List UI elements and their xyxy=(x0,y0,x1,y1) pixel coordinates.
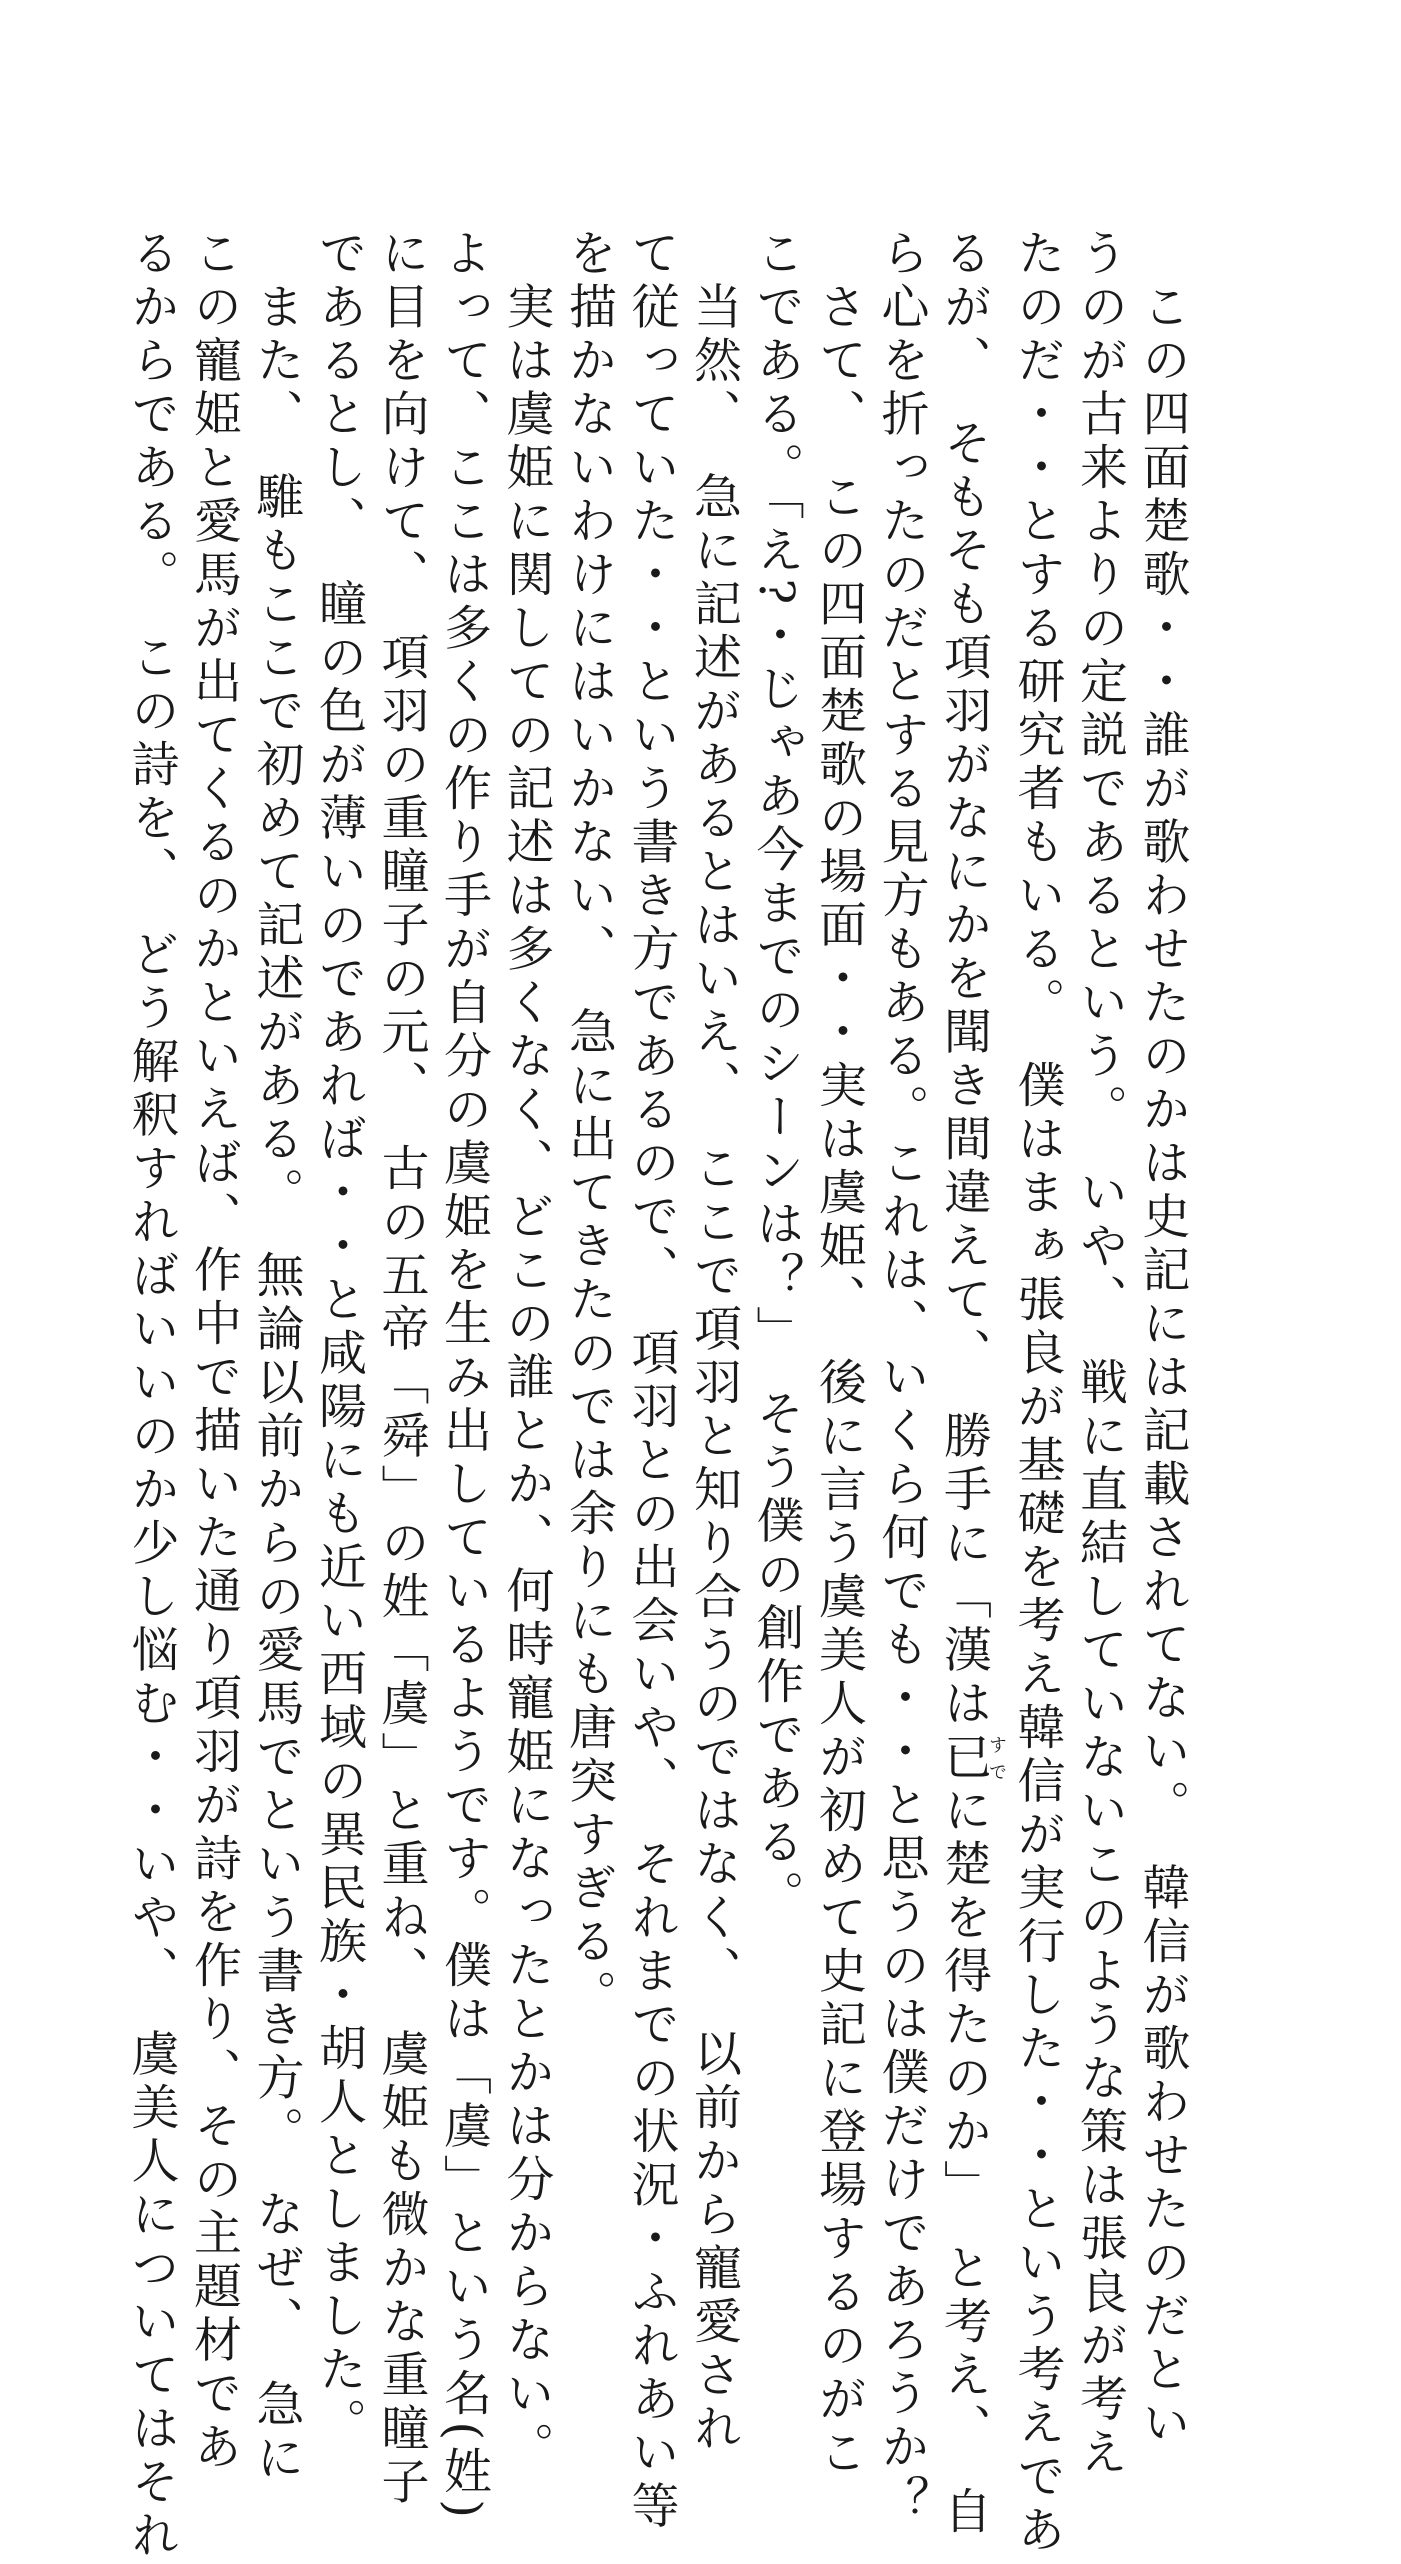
text-line: るからである。 この詩を、 どう解釈すればいいのか少し悩む・・いや、 虞美人についてはそれ xyxy=(123,228,179,2564)
text-line-with-ruby xyxy=(932,228,1007,2540)
text-line: であるとし、 瞳の色が薄いのであれば・・と咸陽にも近い西域の異民族・胡人としました。 xyxy=(310,228,367,2451)
ruby-reading: すで xyxy=(986,1731,1007,1785)
text-line: こである。「え?・じゃあ今までのシーンは？」 そう僕の創作である。 xyxy=(748,228,804,1924)
text-line: て従っていた・・という書き方であるので、 項羽との出会いや、 それまでの状況・ふれあい等 xyxy=(623,228,679,2534)
text-line: この四面楚歌・・誰が歌わせたのかは史記には記載されてない。 韓信が歌わせたのだとい xyxy=(1134,228,1190,2451)
text-line: さて、 この四面楚歌の場面・・実は虞姫、 後に言う虞美人が初めて史記に登場するのがこ xyxy=(810,228,867,2481)
text-line: ら心を折ったのだとする見方もある。これは、いくら何でも・・と思うのは僕だけであろうか？ xyxy=(873,228,929,2529)
text-line: 当然、 急に記述があるとはいえ、 ここで項羽と知り合うのではなく、 以前から寵愛され xyxy=(685,228,742,2457)
vertical-text-body xyxy=(120,228,1194,2564)
text-line: たのだ・・とする研究者もいる。 僕はまぁ張良が基礎を考え韓信が実行した・・という考えであ xyxy=(1009,228,1065,2558)
text-line: うのが古来よりの定説であるという。 いや、 戦に直結していないこのような策は張良が考え xyxy=(1071,228,1128,2481)
text-segment: るが、 そもそも項羽がなにかを聞き間違えて、 勝手に「漢は xyxy=(935,228,992,1732)
ruby-base: 已 xyxy=(935,1731,992,1785)
ruby-annotation xyxy=(935,1731,1007,1786)
text-line: 実は虞姫に関しての記述は多くなく、どこの誰とか、何時寵姫になったとかは分からない。 xyxy=(498,228,554,2475)
text-line: また、 騅もここで初めて記述がある。 無論以前からの愛馬でという書き方。 なぜ、 急に xyxy=(248,228,304,2486)
text-line: を描かないわけにはいかない、 急に出てきたのでは余りにも唐突すぎる。 xyxy=(560,228,617,2023)
text-line: この寵姫と愛馬が出てくるのかといえば、作中で描いた通り項羽が詩を作り、その主題材であ xyxy=(185,228,242,2475)
text-segment: に楚を得たのか」 と考え、 自 xyxy=(935,1785,992,2540)
text-line: よって、ここは多くの作り手が自分の虞姫を生み出しているようです。僕は「虞」という名(姓) xyxy=(435,228,492,2524)
text-line: に目を向けて、 項羽の重瞳子の元、 古の五帝「舜」の姓「虞」と重ね、 虞姫も微かな重瞳子 xyxy=(373,228,429,2510)
